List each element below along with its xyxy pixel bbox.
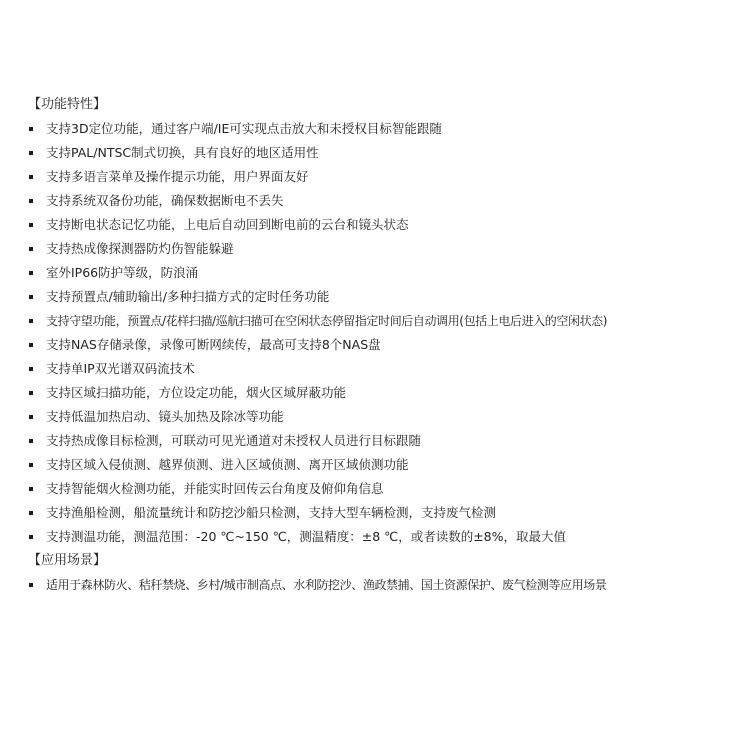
- list-item-text: 支持低温加热启动、镜头加热及除冰等功能: [46, 409, 284, 424]
- bullet-icon: [29, 583, 33, 587]
- list-item-text: 支持渔船检测，船流量统计和防挖沙船只检测，支持大型车辆检测，支持废气检测: [46, 505, 497, 520]
- applications-heading: 【应用场景】: [28, 553, 107, 568]
- bullet-icon: [29, 391, 33, 395]
- bullet-icon: [29, 199, 33, 203]
- list-item: [28, 309, 738, 333]
- list-item: [28, 165, 738, 189]
- list-item: [28, 525, 738, 549]
- list-item: [28, 237, 738, 261]
- list-item-text: 支持智能烟火检测功能，并能实时回传云台角度及俯仰角信息: [46, 481, 384, 496]
- bullet-icon: [29, 151, 33, 155]
- list-item-text: 支持预置点/辅助输出/多种扫描方式的定时任务功能: [46, 289, 330, 304]
- list-item-text: 支持NAS存储录像，录像可断网续传，最高可支持8个NAS盘: [46, 337, 381, 352]
- features-heading: 【功能特性】: [28, 97, 107, 112]
- bullet-icon: [29, 535, 33, 539]
- bullet-icon: [29, 367, 33, 371]
- applications-list: [28, 573, 738, 597]
- list-item-text: 支持单IP双光谱双码流技术: [46, 361, 195, 376]
- bullet-icon: [29, 295, 33, 299]
- bullet-icon: [29, 415, 33, 419]
- list-item-text: 适用于森林防火、秸秆禁烧、乡村/城市制高点、水利防挖沙、渔政禁捕、国土资源保护、废气检测等应用场景: [46, 578, 607, 592]
- bullet-icon: [29, 223, 33, 227]
- list-item-text: 支持热成像目标检测，可联动可见光通道对未授权人员进行目标跟随: [46, 433, 422, 448]
- list-item: [28, 357, 738, 381]
- list-item: [28, 261, 738, 285]
- list-item-text: 支持守望功能，预置点/花样扫描/巡航扫描可在空闲状态停留指定时间后自动调用(包括上电后进入的空闲状态): [46, 314, 608, 328]
- list-item-text: 支持断电状态记忆功能，上电后自动回到断电前的云台和镜头状态: [46, 217, 409, 232]
- list-item-text: 室外IP66防护等级，防浪涌: [46, 265, 199, 280]
- list-item: [28, 429, 738, 453]
- bullet-icon: [29, 319, 33, 323]
- list-item: [28, 381, 738, 405]
- list-item: [28, 141, 738, 165]
- bullet-icon: [29, 271, 33, 275]
- list-item: [28, 477, 738, 501]
- list-item: [28, 189, 738, 213]
- list-item: [28, 573, 738, 597]
- bullet-icon: [29, 127, 33, 131]
- list-item: [28, 117, 738, 141]
- list-item-text: 支持热成像探测器防灼伤智能躲避: [46, 241, 234, 256]
- list-item: [28, 405, 738, 429]
- list-item-text: 支持测温功能，测温范围：-20 ℃~150 ℃，测温精度：±8 ℃，或者读数的±8%，取最大值: [46, 529, 567, 544]
- bullet-icon: [29, 439, 33, 443]
- bullet-icon: [29, 343, 33, 347]
- list-item: [28, 333, 738, 357]
- list-item-text: 支持区域入侵侦测、越界侦测、进入区域侦测、离开区域侦测功能: [46, 457, 409, 472]
- bullet-icon: [29, 511, 33, 515]
- list-item-text: 支持3D定位功能，通过客户端/IE可实现点击放大和未授权目标智能跟随: [46, 121, 442, 136]
- list-item-text: 支持多语言菜单及操作提示功能，用户界面友好: [46, 169, 309, 184]
- list-item-text: 支持系统双备份功能，确保数据断电不丢失: [46, 193, 284, 208]
- bullet-icon: [29, 463, 33, 467]
- list-item-text: 支持区域扫描功能，方位设定功能，烟火区域屏蔽功能: [46, 385, 347, 400]
- bullet-icon: [29, 175, 33, 179]
- list-item: [28, 501, 738, 525]
- bullet-icon: [29, 247, 33, 251]
- features-list: [28, 117, 738, 549]
- list-item: [28, 213, 738, 237]
- spec-document: [28, 93, 738, 597]
- list-item: [28, 285, 738, 309]
- bullet-icon: [29, 487, 33, 491]
- list-item-text: 支持PAL/NTSC制式切换，具有良好的地区适用性: [46, 145, 319, 160]
- list-item: [28, 453, 738, 477]
